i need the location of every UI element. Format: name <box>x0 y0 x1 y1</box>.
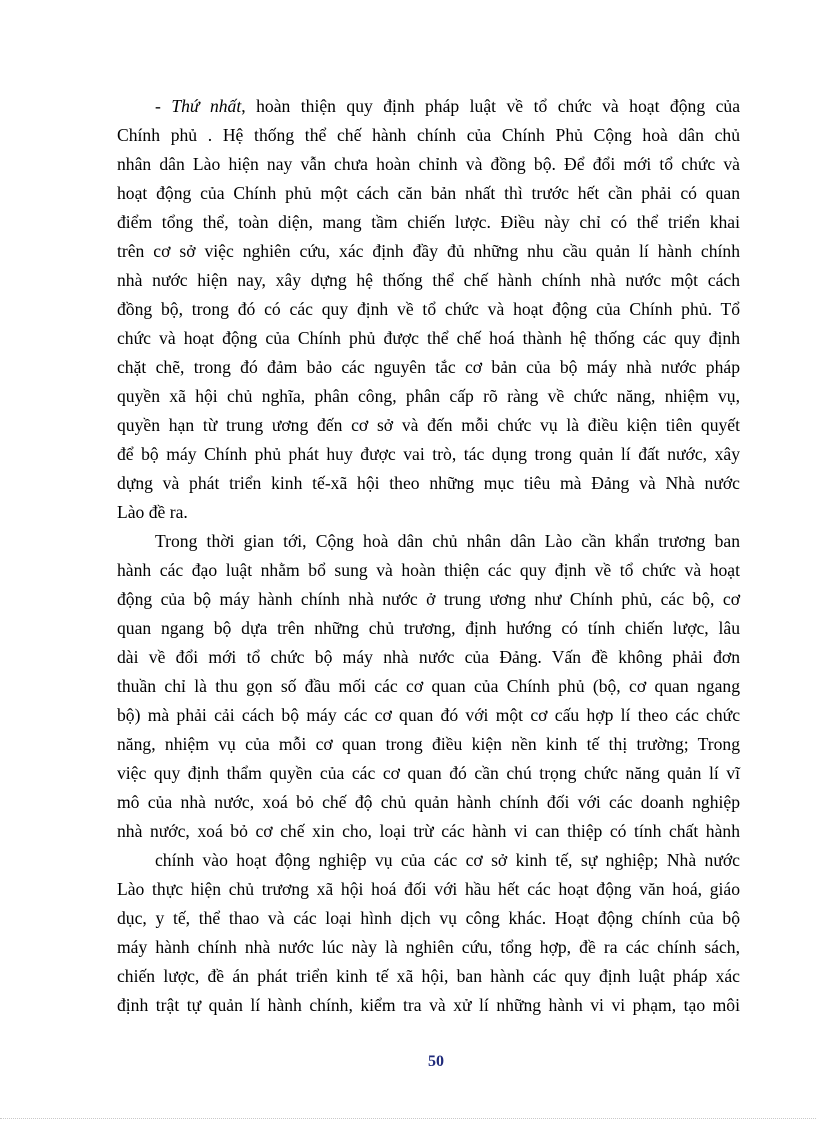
lead-italic-term: Thứ nhất <box>171 96 242 116</box>
paragraph-3-line-1: chính vào hoạt động nghiệp vụ của các cơ sở kinh tế, sự nghiệp; Nhà nước <box>155 850 740 870</box>
paragraph-2-line-2: hành các đạo luật nhằm bổ sung và hoàn thiện các quy định về tổ chức và hoạt <box>117 560 740 580</box>
paragraph-1-line-2: Chính phủ . Hệ thống thể chế hành chính của Chính Phủ Cộng hoà dân chủ <box>117 125 740 145</box>
paragraph-2-line-3: động của bộ máy hành chính nhà nước ở trung ương như Chính phủ, các bộ, cơ <box>117 589 740 609</box>
paragraph-3-line-2: Lào thực hiện chủ trương xã hội hoá đối với hầu hết các hoạt động văn hoá, giáo <box>117 879 740 899</box>
paragraph-1-line-4: hoạt động của Chính phủ một cách căn bản nhất thì trước hết cần phải có quan <box>117 183 740 203</box>
paragraph-2-line-1: Trong thời gian tới, Cộng hoà dân chủ nhân dân Lào cần khẩn trương ban <box>155 531 740 551</box>
paragraph-1-line-5: điểm tổng thể, toàn diện, mang tầm chiến lược. Điều này chỉ có thể triển khai <box>117 212 740 232</box>
paragraph-1-line-12: quyền hạn từ trung ương đến cơ sở và đến mỗi chức vụ là điều kiện tiên quyết <box>117 415 740 435</box>
page-bottom-divider <box>0 1118 816 1119</box>
paragraph-2-line-10: mô của nhà nước, xoá bỏ chế độ chủ quản hành chính đối với các doanh nghiệp <box>117 792 740 812</box>
paragraph-3-line-3: dục, y tế, thể thao và các loại hình dịch vụ công khác. Hoạt động chính của bộ <box>117 908 740 928</box>
paragraph-3-line-6: định trật tự quản lí hành chính, kiểm tra và xử lí những hành vi vi phạm, tạo môi <box>117 995 740 1015</box>
body-text <box>117 92 740 1020</box>
paragraph-1-line-8: đồng bộ, trong đó có các quy định về tổ chức và hoạt động của Chính phủ. Tổ <box>117 299 740 319</box>
page-number: 50 <box>428 1053 444 1070</box>
paragraph-1-line-7: nhà nước hiện nay, xây dựng hệ thống thể chế hành chính nhà nước một cách <box>117 270 740 290</box>
paragraph-2-line-9: việc quy định thẩm quyền của các cơ quan đó cần chú trọng chức năng quản lí vĩ <box>117 763 740 783</box>
paragraph-2 <box>117 527 740 846</box>
paragraph-1-line-14: dựng và phát triển kinh tế-xã hội theo những mục tiêu mà Đảng và Nhà nước <box>117 473 740 493</box>
paragraph-1-line-10: chặt chẽ, trong đó đảm bảo các nguyên tắc cơ bản của bộ máy nhà nước pháp <box>117 357 740 377</box>
paragraph-3-line-5: chiến lược, đề án phát triển kinh tế xã hội, ban hành các quy định luật pháp xác <box>117 966 740 986</box>
paragraph-2-line-11: nhà nước, xoá bỏ cơ chế xin cho, loại trừ các hành vi can thiệp có tính chất hành <box>117 821 740 841</box>
lead-dash: - <box>155 96 172 116</box>
paragraph-1-line-15: Lào đề ra. <box>117 502 188 522</box>
paragraph-3 <box>117 846 740 1020</box>
paragraph-1-line-9: chức và hoạt động của Chính phủ được thể chế hoá thành hệ thống các quy định <box>117 328 740 348</box>
paragraph-1-line-11: quyền xã hội chủ nghĩa, phân công, phân cấp rõ ràng về chức năng, nhiệm vụ, <box>117 386 740 406</box>
paragraph-2-line-8: năng, nhiệm vụ của mỗi cơ quan trong điều kiện nền kinh tế thị trường; Trong <box>117 734 740 754</box>
paragraph-2-line-5: dài về đổi mới tổ chức bộ máy nhà nước của Đảng. Vấn đề không phải đơn <box>117 647 740 667</box>
paragraph-1-line-1-rest: , hoàn thiện quy định pháp luật về tổ chức và hoạt động của <box>241 96 740 116</box>
paragraph-1-line-1 <box>117 92 740 121</box>
paragraph-2-line-7: bộ) mà phải cải cách bộ máy các cơ quan đó với một cơ cấu hợp lí theo các chức <box>117 705 740 725</box>
paragraph-2-line-4: quan ngang bộ dựa trên những chủ trương, định hướng có tính chiến lược, lâu <box>117 618 740 638</box>
paragraph-1-line-6: trên cơ sở việc nghiên cứu, xác định đầy đủ những nhu cầu quản lí hành chính <box>117 241 740 261</box>
paragraph-1 <box>117 92 740 527</box>
paragraph-1-line-13: để bộ máy Chính phủ phát huy được vai trò, tác dụng trong quản lí đất nước, xây <box>117 444 740 464</box>
paragraph-1-line-3: nhân dân Lào hiện nay vẫn chưa hoàn chỉnh và đồng bộ. Để đổi mới tổ chức và <box>117 154 740 174</box>
paragraph-2-line-6: thuần chỉ là thu gọn số đầu mối các cơ quan của Chính phủ (bộ, cơ quan ngang <box>117 676 740 696</box>
paragraph-3-line-4: máy hành chính nhà nước lúc này là nghiên cứu, tổng hợp, đề ra các chính sách, <box>117 937 740 957</box>
